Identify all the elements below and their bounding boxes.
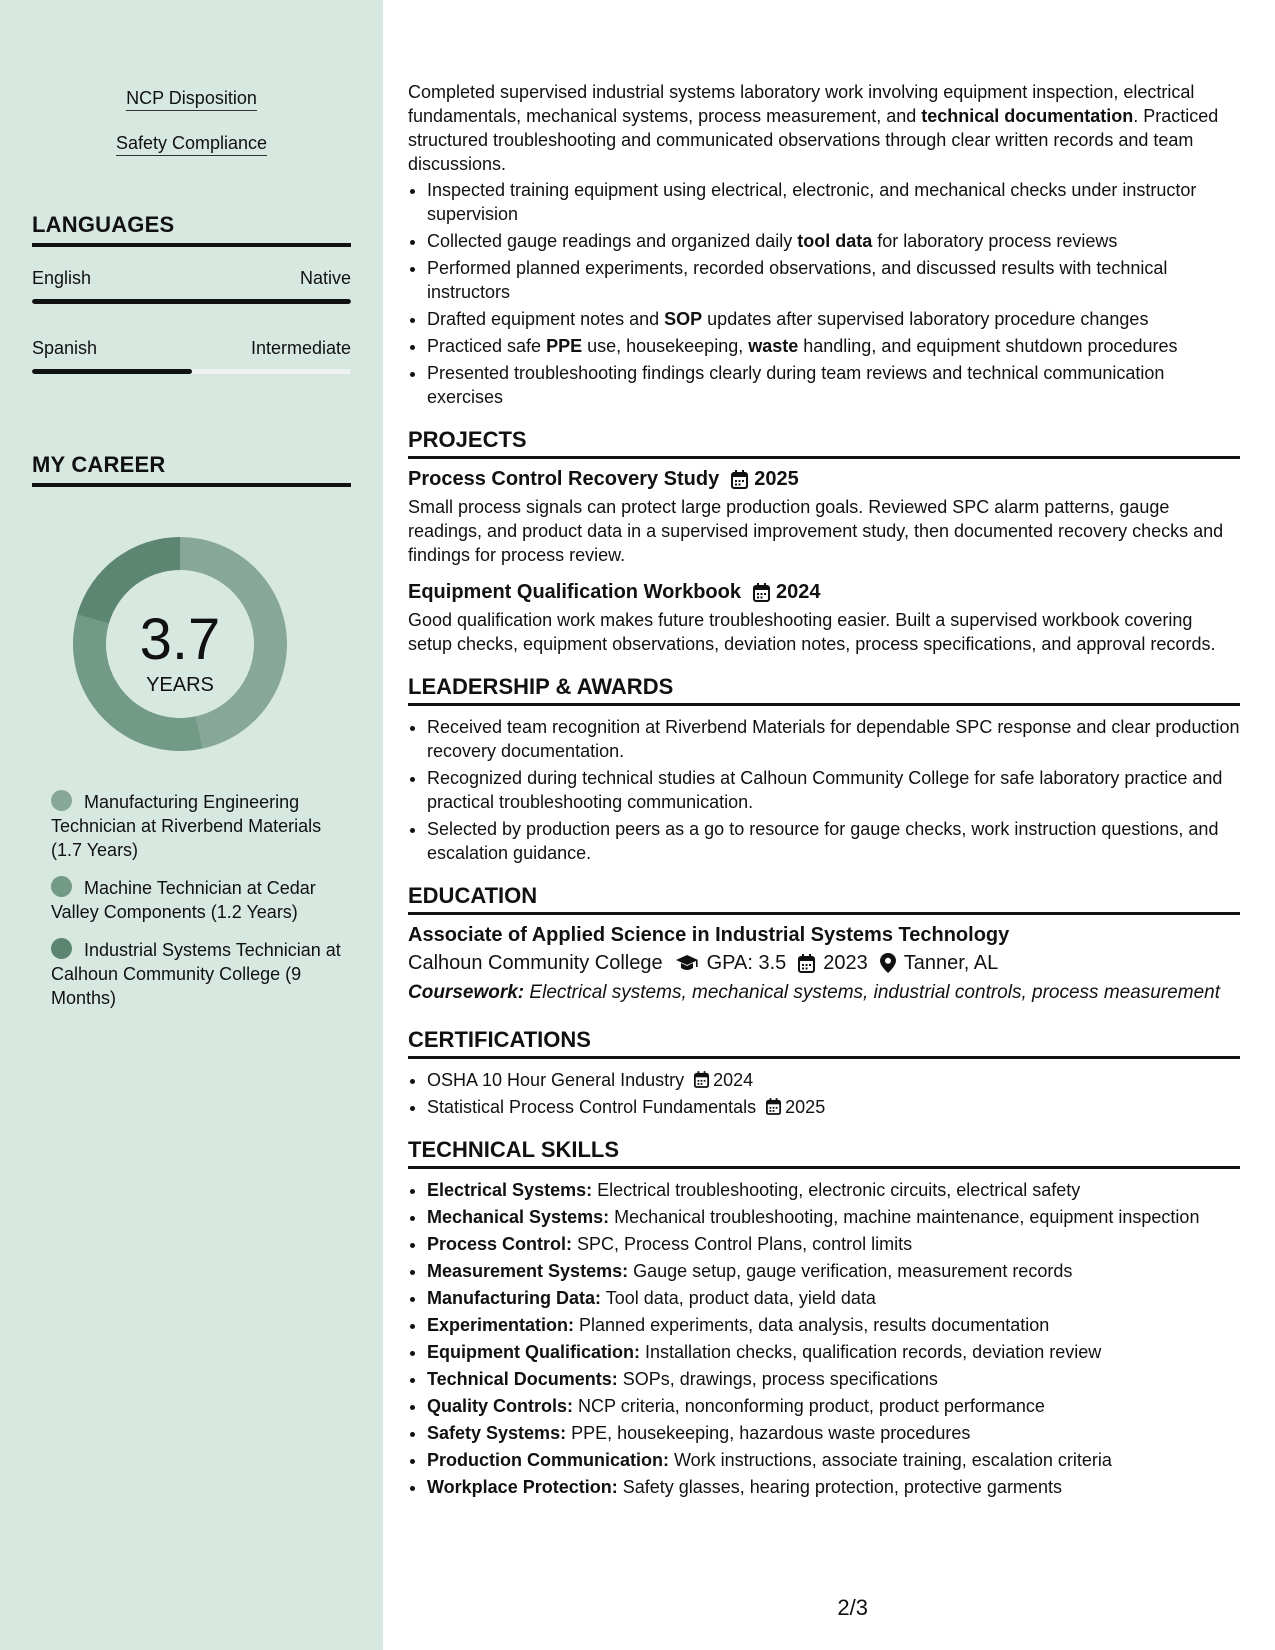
language-bar-english — [32, 299, 351, 304]
school-name: Calhoun Community College — [408, 952, 663, 974]
list-item: • Measurement Systems: Gauge setup, gauge verification, measurement records — [427, 1259, 1240, 1283]
list-item: • Safety Systems: PPE, housekeeping, hazardous waste procedures — [427, 1421, 1240, 1445]
career-total-unit: YEARS — [146, 674, 214, 696]
calendar-icon — [753, 583, 770, 602]
list-item: • Workplace Protection: Safety glasses, hearing protection, protective garments — [427, 1475, 1240, 1499]
project-description: Good qualification work makes future troubleshooting easier. Built a supervised workbook covering setup checks, equipment observations, deviation notes, process specifications, and approval records. — [408, 610, 1216, 654]
list-item: • Practiced safe PPE use, housekeeping, waste handling, and equipment shutdown procedures — [427, 334, 1240, 358]
list-item: • Performed planned experiments, recorded observations, and discussed results with technical instructors — [427, 256, 1240, 304]
technical-skills-heading: TECHNICAL SKILLS — [408, 1137, 1240, 1169]
career-list — [51, 790, 351, 1024]
page-number: 2/3 — [837, 1595, 868, 1620]
list-item: • Manufacturing Data: Tool data, product data, yield data — [427, 1286, 1240, 1310]
project-description: Small process signals can protect large production goals. Reviewed SPC alarm patterns, gauge readings, and product data in a supervised improvement study, then documented recovery checks and findings for process review. — [408, 497, 1224, 565]
languages-heading: LANGUAGES — [32, 212, 351, 247]
list-item: • Inspected training equipment using electrical, electronic, and mechanical checks under instructor supervision — [427, 178, 1240, 226]
calendar-icon — [766, 1098, 781, 1115]
language-bar-fill — [32, 299, 351, 304]
legend-dot — [51, 938, 72, 959]
sidebar — [0, 0, 383, 1650]
career-heading: MY CAREER — [32, 452, 351, 487]
list-item: • Received team recognition at Riverbend Materials for dependable SPC response and clear production recovery documentation. — [427, 715, 1240, 763]
career-total-value: 3.7 — [139, 607, 221, 672]
career-item: Machine Technician at Cedar Valley Components (1.2 Years) — [51, 878, 316, 922]
language-row-spanish — [32, 338, 351, 359]
technical-skills-list — [408, 1178, 1240, 1499]
certifications-heading: CERTIFICATIONS — [408, 1027, 1240, 1059]
career-item: Manufacturing Engineering Technician at Riverbend Materials (1.7 Years) — [51, 792, 322, 860]
list-item: • Quality Controls: NCP criteria, nonconforming product, product performance — [427, 1394, 1240, 1418]
language-name: English — [32, 268, 92, 288]
education-heading: EDUCATION — [408, 883, 1240, 915]
degree-title: Associate of Applied Science in Industrial Systems Technology — [408, 924, 1010, 946]
list-item: • Mechanical Systems: Mechanical troubleshooting, machine maintenance, equipment inspection — [427, 1205, 1240, 1229]
location-pin-icon — [880, 953, 896, 973]
experience-bullets — [408, 178, 1240, 409]
skill-link-safety[interactable]: Safety Compliance — [0, 133, 383, 154]
leadership-list — [408, 715, 1240, 865]
list-item: • OSHA 10 Hour General Industry 2024 — [427, 1068, 1240, 1092]
education-details — [408, 949, 1240, 977]
language-row-english — [32, 268, 351, 289]
main-content — [408, 0, 1240, 1650]
calendar-icon — [798, 954, 815, 973]
school-location: Tanner, AL — [903, 952, 999, 974]
list-item: • Selected by production peers as a go to resource for gauge checks, work instruction questions, and escalation guidance. — [427, 817, 1240, 865]
language-level: Intermediate — [250, 338, 351, 358]
leadership-heading: LEADERSHIP & AWARDS — [408, 674, 1240, 706]
list-item: • Electrical Systems: Electrical troubleshooting, electronic circuits, electrical safety — [427, 1178, 1240, 1202]
list-item: • Process Control: SPC, Process Control Plans, control limits — [427, 1232, 1240, 1256]
graduation-year: 2023 — [823, 952, 868, 974]
list-item: • Statistical Process Control Fundamentals 2025 — [427, 1095, 1240, 1119]
projects-heading: PROJECTS — [408, 427, 1240, 459]
list-item: • Production Communication: Work instructions, associate training, escalation criteria — [427, 1448, 1240, 1472]
language-level: Native — [299, 268, 351, 288]
calendar-icon — [731, 470, 748, 489]
language-bar-fill — [32, 369, 192, 374]
list-item: • Recognized during technical studies at Calhoun Community College for safe laboratory practice and practical troubleshooting communication. — [427, 766, 1240, 814]
list-item: • Experimentation: Planned experiments, data analysis, results documentation — [427, 1313, 1240, 1337]
career-item: Industrial Systems Technician at Calhoun Community College (9 Months) — [51, 940, 341, 1008]
project-title-row — [408, 468, 1240, 491]
list-item: • Presented troubleshooting findings clearly during team reviews and technical communication exercises — [427, 361, 1240, 409]
gpa: GPA: 3.5 — [706, 952, 787, 974]
graduation-cap-icon — [675, 954, 699, 972]
list-item: • Drafted equipment notes and SOP updates after supervised laboratory procedure changes — [427, 307, 1240, 331]
project-year: 2025 — [754, 468, 799, 490]
list-item: • Equipment Qualification: Installation checks, qualification records, deviation review — [427, 1340, 1240, 1364]
project-year: 2024 — [775, 581, 821, 603]
list-item: • Technical Documents: SOPs, drawings, process specifications — [427, 1367, 1240, 1391]
project-title: Process Control Recovery Study — [408, 468, 720, 490]
experience-summary: Completed supervised industrial systems laboratory work involving equipment inspection, electrical fundamentals, mechanical systems, process measurement, and technical documentation. Practiced structured troubleshooting and communicated observations through clear written records and team discussions. — [408, 82, 1219, 174]
project-title-row — [408, 581, 1240, 604]
certifications-list — [408, 1068, 1240, 1119]
language-bar-spanish — [32, 369, 351, 374]
career-donut-chart — [64, 528, 296, 760]
skill-link-ncp[interactable]: NCP Disposition — [0, 88, 383, 109]
project-title: Equipment Qualification Workbook — [408, 581, 741, 603]
list-item: • Collected gauge readings and organized daily tool data for laboratory process reviews — [427, 229, 1240, 253]
legend-dot — [51, 790, 72, 811]
calendar-icon — [694, 1071, 709, 1088]
legend-dot — [51, 876, 72, 897]
language-name: Spanish — [32, 338, 98, 358]
coursework: Coursework: Electrical systems, mechanical systems, industrial controls, process measurement — [408, 982, 1220, 1003]
